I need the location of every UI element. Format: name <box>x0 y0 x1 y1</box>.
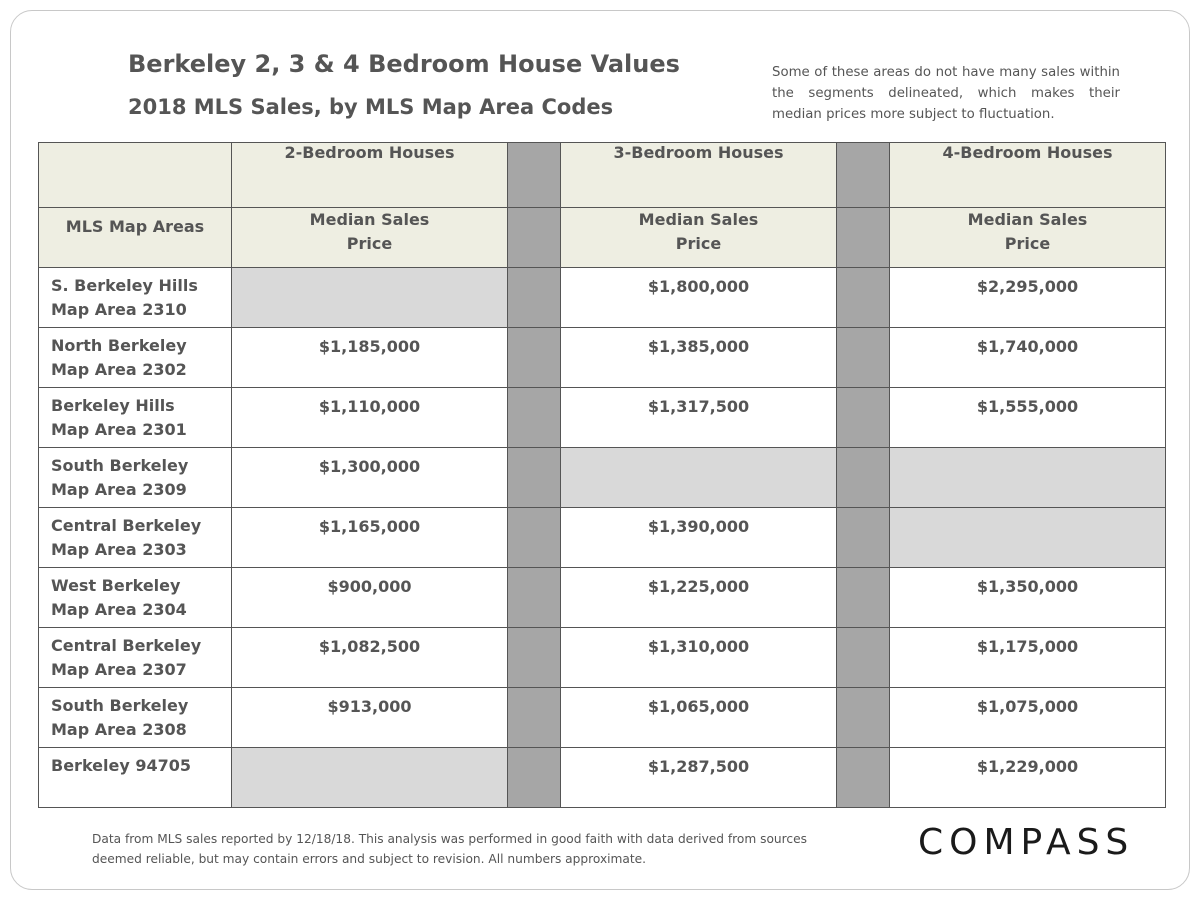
metric-label-line2: Price <box>346 234 393 253</box>
column-separator <box>837 568 890 628</box>
median-price-4br <box>890 448 1166 508</box>
column-separator <box>837 748 890 808</box>
area-name: South Berkeley <box>51 696 189 715</box>
median-price-3br: $1,385,000 <box>561 328 837 388</box>
median-price-2br <box>232 268 508 328</box>
median-price-3br <box>561 448 837 508</box>
column-separator <box>508 328 561 388</box>
fluctuation-note: Some of these areas do not have many sales within the segments delineated, which makes their median prices more subject to fluctuation. <box>772 65 1120 122</box>
median-price-4br: $1,075,000 <box>890 688 1166 748</box>
group-header-4br: 4-Bedroom Houses <box>890 143 1166 208</box>
metric-header-row <box>39 208 1166 268</box>
metric-header-4br <box>890 208 1166 268</box>
median-price-2br: $1,082,500 <box>232 628 508 688</box>
area-name-cell <box>39 568 232 628</box>
area-code: Map Area 2302 <box>51 360 187 379</box>
area-name: Central Berkeley <box>51 516 202 535</box>
median-price-3br: $1,225,000 <box>561 568 837 628</box>
area-name-cell <box>39 268 232 328</box>
median-price-3br: $1,310,000 <box>561 628 837 688</box>
median-price-4br: $1,175,000 <box>890 628 1166 688</box>
column-separator <box>508 748 561 808</box>
column-separator <box>837 628 890 688</box>
column-separator <box>837 143 890 208</box>
column-separator <box>837 328 890 388</box>
table-row <box>39 568 1166 628</box>
house-values-table <box>38 142 1166 808</box>
table-row <box>39 388 1166 448</box>
metric-label-line2: Price <box>675 234 722 253</box>
metric-label-line1: Median Sales <box>309 210 430 229</box>
area-name-cell <box>39 328 232 388</box>
metric-label-line1: Median Sales <box>638 210 759 229</box>
column-separator <box>508 208 561 268</box>
median-price-2br: $1,185,000 <box>232 328 508 388</box>
chart-subtitle: 2018 MLS Sales, by MLS Map Area Codes <box>128 95 614 119</box>
table-row <box>39 508 1166 568</box>
column-separator <box>508 568 561 628</box>
area-name-cell <box>39 388 232 448</box>
median-price-2br: $913,000 <box>232 688 508 748</box>
area-code: Map Area 2303 <box>51 540 187 559</box>
metric-label-line2: Price <box>1004 234 1051 253</box>
area-name-cell <box>39 748 232 808</box>
corner-cell <box>39 143 232 208</box>
column-separator <box>508 143 561 208</box>
data-disclaimer: Data from MLS sales reported by 12/18/18. This analysis was performed in good faith with data derived from sources deemed reliable, but may contain errors and subject to revision. All numbers approximate. <box>92 832 807 866</box>
metric-label-line1: Median Sales <box>967 210 1088 229</box>
area-name: North Berkeley <box>51 336 187 355</box>
column-separator <box>508 448 561 508</box>
metric-header-3br <box>561 208 837 268</box>
table-row <box>39 328 1166 388</box>
row-header-label: MLS Map Areas <box>39 208 232 268</box>
table-row <box>39 748 1166 808</box>
table-row <box>39 688 1166 748</box>
median-price-3br: $1,287,500 <box>561 748 837 808</box>
median-price-3br: $1,390,000 <box>561 508 837 568</box>
area-name: Central Berkeley <box>51 636 202 655</box>
chart-title: Berkeley 2, 3 & 4 Bedroom House Values <box>128 50 680 78</box>
column-separator <box>508 688 561 748</box>
column-separator <box>837 268 890 328</box>
median-price-2br: $900,000 <box>232 568 508 628</box>
metric-header-2br <box>232 208 508 268</box>
area-name-cell <box>39 508 232 568</box>
area-name-cell <box>39 628 232 688</box>
group-header-2br: 2-Bedroom Houses <box>232 143 508 208</box>
median-price-4br: $1,229,000 <box>890 748 1166 808</box>
area-name: Berkeley Hills <box>51 396 175 415</box>
column-separator <box>837 688 890 748</box>
median-price-4br: $1,350,000 <box>890 568 1166 628</box>
median-price-2br <box>232 748 508 808</box>
median-price-2br: $1,300,000 <box>232 448 508 508</box>
median-price-2br: $1,110,000 <box>232 388 508 448</box>
median-price-3br: $1,065,000 <box>561 688 837 748</box>
median-price-4br: $1,740,000 <box>890 328 1166 388</box>
median-price-4br: $2,295,000 <box>890 268 1166 328</box>
area-code: Map Area 2307 <box>51 660 187 679</box>
column-separator <box>837 208 890 268</box>
area-name: South Berkeley <box>51 456 189 475</box>
table-row <box>39 268 1166 328</box>
area-code: Map Area 2310 <box>51 300 187 319</box>
column-separator <box>837 448 890 508</box>
table-body <box>39 268 1166 808</box>
column-separator <box>837 508 890 568</box>
median-price-3br: $1,317,500 <box>561 388 837 448</box>
median-price-2br: $1,165,000 <box>232 508 508 568</box>
column-separator <box>508 388 561 448</box>
area-name: Berkeley 94705 <box>51 756 191 775</box>
area-code: Map Area 2304 <box>51 600 187 619</box>
group-header-row <box>39 143 1166 208</box>
column-separator <box>508 268 561 328</box>
table-row <box>39 628 1166 688</box>
area-name-cell <box>39 688 232 748</box>
compass-logo: COMPASS <box>918 822 1135 863</box>
median-price-4br: $1,555,000 <box>890 388 1166 448</box>
area-name-cell <box>39 448 232 508</box>
group-header-3br: 3-Bedroom Houses <box>561 143 837 208</box>
column-separator <box>508 508 561 568</box>
area-code: Map Area 2308 <box>51 720 187 739</box>
area-name: West Berkeley <box>51 576 181 595</box>
area-code: Map Area 2309 <box>51 480 187 499</box>
median-price-3br: $1,800,000 <box>561 268 837 328</box>
column-separator <box>508 628 561 688</box>
table-row <box>39 448 1166 508</box>
area-name: S. Berkeley Hills <box>51 276 198 295</box>
column-separator <box>837 388 890 448</box>
median-price-4br <box>890 508 1166 568</box>
area-code: Map Area 2301 <box>51 420 187 439</box>
